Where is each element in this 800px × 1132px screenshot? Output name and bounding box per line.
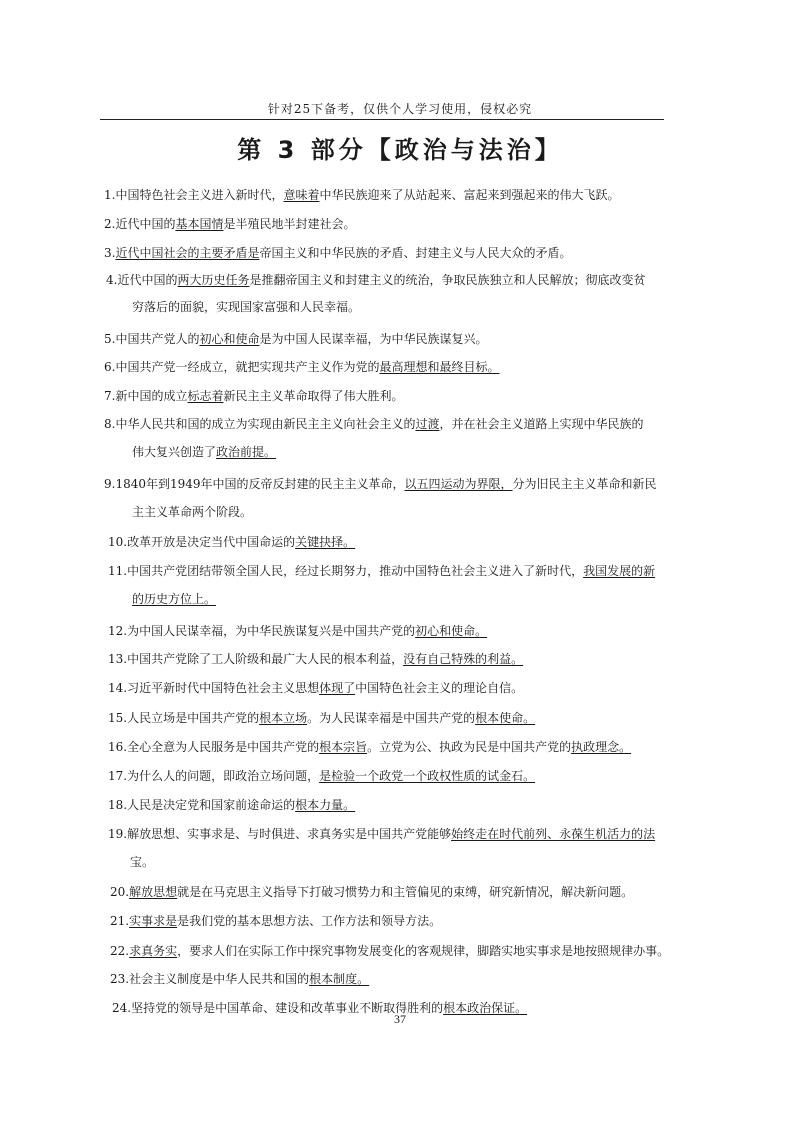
text-segment: 23.社会主义制度是中华人民共和国的 xyxy=(110,972,310,986)
key-phrase: 根本立场 xyxy=(259,711,308,725)
key-phrase: 关键抉择。 xyxy=(295,535,356,549)
text-segment: 。立党为公、执政为民是中国共产党的 xyxy=(367,740,572,754)
text-segment: 16.全心全意为人民服务是中国共产党的 xyxy=(108,740,320,754)
key-phrase: 始终走在时代前列、永葆生机活力的法 xyxy=(451,827,656,841)
key-phrase: 根本力量。 xyxy=(295,798,356,812)
item-line xyxy=(110,883,633,900)
key-phrase: 实事求是 xyxy=(129,914,178,928)
item-line xyxy=(104,244,571,261)
key-phrase: 求真务实 xyxy=(129,944,178,958)
key-phrase: 体现了 xyxy=(319,681,356,695)
key-phrase: 两大历史任务 xyxy=(177,273,250,287)
key-phrase: 最高理想和最终目标。 xyxy=(379,360,500,374)
text-segment: 7.新中国的成立 xyxy=(104,389,188,403)
text-segment: 13.中国共产党除了工人阶级和最广大人民的根本利益， xyxy=(108,652,404,666)
text-segment: 14.习近平新时代中国特色社会主义思想 xyxy=(108,681,320,695)
item-line xyxy=(104,215,355,232)
item-line xyxy=(108,825,655,842)
key-phrase: 我国发展的新 xyxy=(583,564,656,578)
item-line xyxy=(108,622,487,639)
item-line xyxy=(132,503,252,520)
text-segment: 宝。 xyxy=(130,855,155,869)
text-segment: ，要求人们在实际工作中探究事物发展变化的客观规律，脚踏实地实事求是地按照规律办事。 xyxy=(177,944,670,958)
text-segment: 12.为中国人民谋幸福，为中华民族谋复兴是中国共产党的 xyxy=(108,624,416,638)
text-segment: 分为旧民主主义革命和新民 xyxy=(512,477,657,491)
text-segment: 18.人民是决定党和国家前途命运的 xyxy=(108,798,296,812)
page-header: 针对25下备考，仅供个人学习使用，侵权必究 xyxy=(267,102,533,116)
item-line xyxy=(108,679,523,696)
item-line xyxy=(104,475,657,492)
key-phrase: 根本制度。 xyxy=(309,972,370,986)
text-segment: 2.近代中国的 xyxy=(104,217,176,231)
header-rule xyxy=(100,119,664,120)
text-segment: 15.人民立场是中国共产党的 xyxy=(108,711,260,725)
text-segment: 11.中国共产党团结带领全国人民，经过长期努力，推动中国特色社会主义进入了新时代， xyxy=(108,564,584,578)
key-phrase: 过渡 xyxy=(415,417,440,431)
key-phrase: 没有自己特殊的利益。 xyxy=(403,652,524,666)
text-segment: 是推翻帝国主义和封建主义的统治，争取民族独立和人民解放；彻底改变贫 xyxy=(249,273,646,287)
text-segment: 20. xyxy=(110,885,130,899)
item-line xyxy=(132,443,276,460)
text-segment: 6.中国共产党一经成立，就把实现共产主义作为党的 xyxy=(104,360,380,374)
key-phrase: 的历史方位上。 xyxy=(132,592,217,606)
key-phrase: 基本国情 xyxy=(175,217,224,231)
text-segment: 22. xyxy=(110,944,130,958)
key-phrase: 是检验一个政党一个政权性质的试金石。 xyxy=(319,769,536,783)
key-phrase: 近代中国社会的主要矛盾是 xyxy=(115,246,260,260)
text-segment: 8.中华人民共和国的成立为实现由新民主主义向社会主义的 xyxy=(104,417,416,431)
item-line xyxy=(108,796,355,813)
key-phrase: 初心和使命。 xyxy=(415,624,488,638)
key-phrase: 政治前提。 xyxy=(216,445,277,459)
key-phrase: 根本使命。 xyxy=(475,711,536,725)
key-phrase: 根本政治保证。 xyxy=(443,1001,528,1015)
item-line xyxy=(106,271,645,288)
item-line xyxy=(108,738,631,755)
key-phrase: 解放思想 xyxy=(129,885,178,899)
key-phrase: 初心和使命 xyxy=(199,332,260,346)
item-line xyxy=(108,650,523,667)
item-line xyxy=(104,415,643,432)
text-segment: 4.近代中国的 xyxy=(106,273,178,287)
key-phrase: 意味着 xyxy=(283,188,320,202)
text-segment: 是为中国人民谋幸福，为中华民族谋复兴。 xyxy=(259,332,488,346)
item-line xyxy=(104,330,487,347)
text-segment: 1.中国特色社会主义进入新时代， xyxy=(104,188,284,202)
text-segment: 5.中国共产党人的 xyxy=(104,332,200,346)
text-segment: 帝国主义和中华民族的矛盾、封建主义与人民大众的矛盾。 xyxy=(259,246,572,260)
page-title: 第 3 部分【政治与法治】 xyxy=(237,136,563,164)
item-line xyxy=(104,358,499,375)
text-segment: 3. xyxy=(104,246,116,260)
text-segment: 24.坚持党的领导是中国革命、建设和改革事业不断取得胜利的 xyxy=(112,1001,444,1015)
item-line xyxy=(108,767,535,784)
key-phrase: 标志着 xyxy=(187,389,224,403)
text-segment: 中国特色社会主义的理论自信。 xyxy=(355,681,524,695)
key-phrase: 以五四运动为界限， xyxy=(404,477,513,491)
text-segment: 。为人民谋幸福是中国共产党的 xyxy=(307,711,476,725)
text-segment: 17.为什么人的问题，即政治立场问题， xyxy=(108,769,320,783)
item-line xyxy=(130,853,154,870)
item-line xyxy=(108,709,535,726)
key-phrase: 执政理念。 xyxy=(571,740,632,754)
text-segment: 中华民族迎来了从站起来、富起来到强起来的伟大飞跃。 xyxy=(319,188,620,202)
page-number: 37 xyxy=(394,1012,406,1026)
item-line xyxy=(110,912,441,929)
text-segment: 就是在马克思主义指导下打破习惯势力和主管偏见的束缚，研究新情况，解决新问题。 xyxy=(177,885,634,899)
item-line xyxy=(132,298,360,315)
text-segment: 19.解放思想、实事求是、与时俱进、求真务实是中国共产党能够 xyxy=(108,827,452,841)
text-segment: 10.改革开放是决定当代中国命运的 xyxy=(108,535,296,549)
item-line xyxy=(104,186,619,203)
text-segment: 是半殖民地半封建社会。 xyxy=(223,217,356,231)
item-line xyxy=(108,533,355,550)
text-segment: 新民主主义革命取得了伟大胜利。 xyxy=(223,389,404,403)
item-line xyxy=(110,942,669,959)
item-line xyxy=(110,970,369,987)
text-segment: 9.1840年到1949年中国的反帝反封建的民主主义革命， xyxy=(104,477,405,491)
item-line xyxy=(104,387,403,404)
text-segment: 主主义革命两个阶段。 xyxy=(132,505,253,519)
text-segment: 伟大复兴创造了 xyxy=(132,445,217,459)
item-line xyxy=(132,590,216,607)
key-phrase: 根本宗旨 xyxy=(319,740,368,754)
text-segment: 穷落后的面貌，实现国家富强和人民幸福。 xyxy=(132,300,361,314)
text-segment: 是我们党的基本思想方法、工作方法和领导方法。 xyxy=(177,914,442,928)
item-line xyxy=(108,562,655,579)
text-segment: ，并在社会主义道路上实现中华民族的 xyxy=(439,417,644,431)
text-segment: 21. xyxy=(110,914,130,928)
